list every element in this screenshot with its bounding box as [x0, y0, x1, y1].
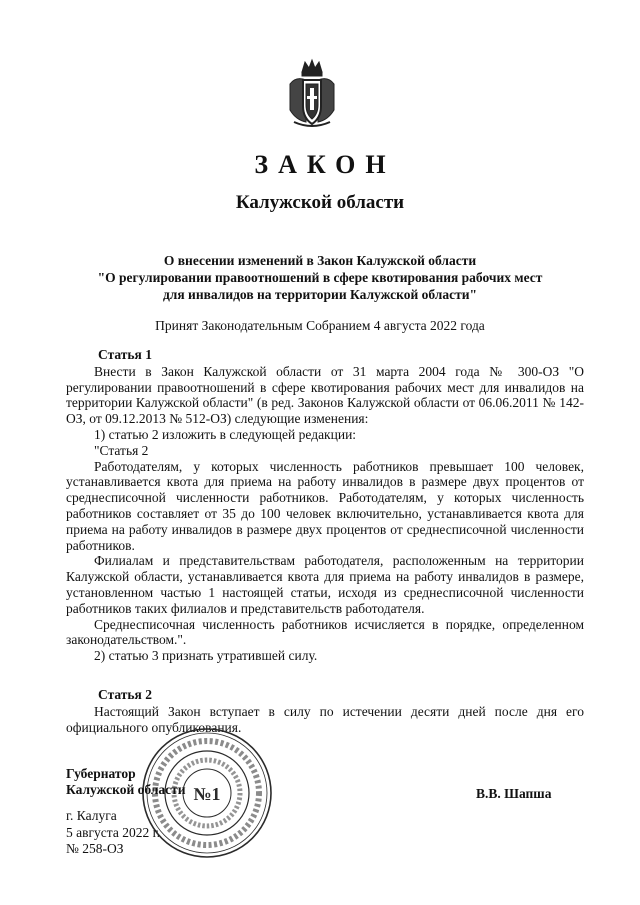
signatory-position-line: Губернатор — [66, 766, 136, 781]
law-name-line: для инвалидов на территории Калужской области" — [162, 287, 478, 302]
article-2-heading: Статья 2 — [98, 687, 152, 702]
article-1 — [66, 347, 584, 664]
signatory-position-line: Калужской области — [66, 782, 186, 797]
article-1-item-1: 1) статью 2 изложить в следующей редакции: — [94, 426, 357, 442]
coat-of-arms-emblem — [286, 58, 338, 130]
adoption-note: Принят Законодательным Собранием 4 августа 2022 года — [155, 318, 485, 333]
document-type-title: ЗАКОН — [254, 150, 396, 179]
quoted-paragraph-1: Работодателям, у которых численность работников превышает 100 человек, устанавливается квота для приема на работу инвалидов в размере двух процентов от среднесписочной численности работников. Работодателям, у которых численность работников составляет от 35 до 100 человек включительно, устанавливается квота для приема на работу инвалидов в размере двух процентов от среднесписочной численности работников. — [66, 458, 584, 553]
quoted-paragraph-2: Филиалам и представительствам работодателя, расположенным на территории Калужской области, устанавливается квота для приема на работу инвалидов в размере, установленном частью 1 настоящей статьи, исходя из среднесписочной численности работников таких филиалов и представительств работодателя. — [66, 553, 584, 616]
signatory-name: В.В. Шапша — [476, 786, 552, 801]
quoted-article-heading: "Статья 2 — [94, 442, 149, 458]
law-name — [60, 252, 580, 303]
signatory-position — [66, 766, 186, 798]
signing-date: 5 августа 2022 г. — [66, 824, 160, 840]
region-subtitle: Калужской области — [235, 192, 405, 213]
city: г. Калуга — [66, 808, 117, 823]
article-2-text: Настоящий Закон вступает в силу по истечении десяти дней после дня его официального опубликования. — [66, 703, 584, 735]
place-date-number — [66, 808, 160, 858]
article-1-heading: Статья 1 — [98, 347, 152, 362]
law-number: № 258-ОЗ — [66, 841, 124, 856]
law-name-line: "О регулировании правоотношений в сфере квотирования рабочих мест — [97, 270, 543, 285]
seal-number: №1 — [193, 784, 221, 804]
article-1-item-2: 2) статью 3 признать утратившей силу. — [94, 648, 318, 664]
article-1-intro: Внести в Закон Калужской области от 31 марта 2004 года № 300-ОЗ "О регулировании правоотношений в сфере квотирования рабочих мест для инвалидов на территории Калужской области" (в ред. Законов Калужской области от 06.06.2011 № 142-ОЗ, от 09.12.2013 № 512-ОЗ) следующие изменения: — [66, 363, 584, 427]
quoted-paragraph-3: Среднесписочная численность работников исчисляется в порядке, определенном законодательством.". — [66, 616, 584, 648]
law-name-line: О внесении изменений в Закон Калужской области — [163, 253, 477, 268]
